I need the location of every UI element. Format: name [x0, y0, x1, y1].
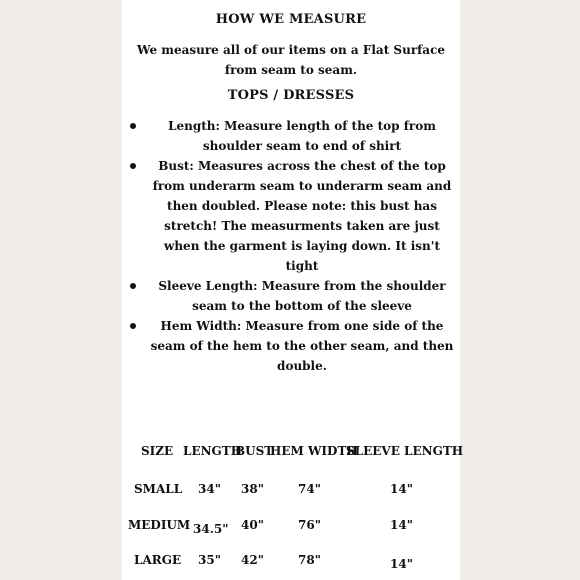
row-medium-size: MEDIUM: [128, 518, 191, 532]
bullet-icon: [130, 123, 136, 129]
row-large-size: LARGE: [134, 553, 182, 567]
row-large-length: 35": [198, 553, 221, 567]
list-item-bust: [122, 156, 460, 276]
bullet-icon: [130, 323, 136, 329]
list-item-text: Hem Width: Measure from one side of the seam of the hem to the other seam, and then double.: [150, 319, 454, 373]
header-hem-width: HEM WIDTH: [270, 444, 358, 458]
row-medium-hem-width: 76": [298, 518, 321, 532]
page-title: HOW WE MEASURE: [215, 12, 367, 27]
list-item-sleeve-length: [122, 276, 460, 316]
header-size: SIZE: [141, 444, 174, 458]
row-small-hem-width: 74": [298, 482, 321, 496]
header-length: LENGTH: [183, 444, 243, 458]
row-small-sleeve-length: 14": [390, 482, 413, 496]
measurement-list: [122, 116, 460, 376]
list-item-text: Length: Measure length of the top from shoulder seam to end of shirt: [168, 119, 436, 153]
row-medium-length: 34.5": [193, 522, 229, 536]
row-medium-bust: 40": [241, 518, 264, 532]
header-bust: BUST: [235, 444, 274, 458]
list-item-text: Bust: Measures across the chest of the top from underarm seam to underarm seam and then doubled. Please note: this bust has stretch! The measurments taken are just when the garment is laying down. It isn't tight: [152, 159, 452, 273]
row-large-bust: 42": [241, 553, 264, 567]
section-title: TOPS / DRESSES: [227, 88, 355, 103]
header-sleeve-length: SLEEVE LENGTH: [346, 444, 464, 458]
list-item-hem-width: [122, 316, 460, 376]
list-item-text: Sleeve Length: Measure from the shoulder seam to the bottom of the sleeve: [158, 279, 446, 313]
measurement-guide-card: [122, 0, 464, 580]
bullet-icon: [130, 283, 136, 289]
right-margin: [460, 0, 580, 580]
left-margin: [0, 0, 122, 580]
list-item-length: [122, 116, 460, 156]
intro-text: We measure all of our items on a Flat Surface from seam to seam.: [136, 43, 446, 77]
row-medium-sleeve-length: 14": [390, 518, 413, 532]
row-large-hem-width: 78": [298, 553, 321, 567]
row-small-length: 34": [198, 482, 221, 496]
row-large-sleeve-length: 14": [390, 557, 413, 571]
bullet-icon: [130, 163, 136, 169]
row-small-bust: 38": [241, 482, 264, 496]
row-small-size: SMALL: [134, 482, 183, 496]
